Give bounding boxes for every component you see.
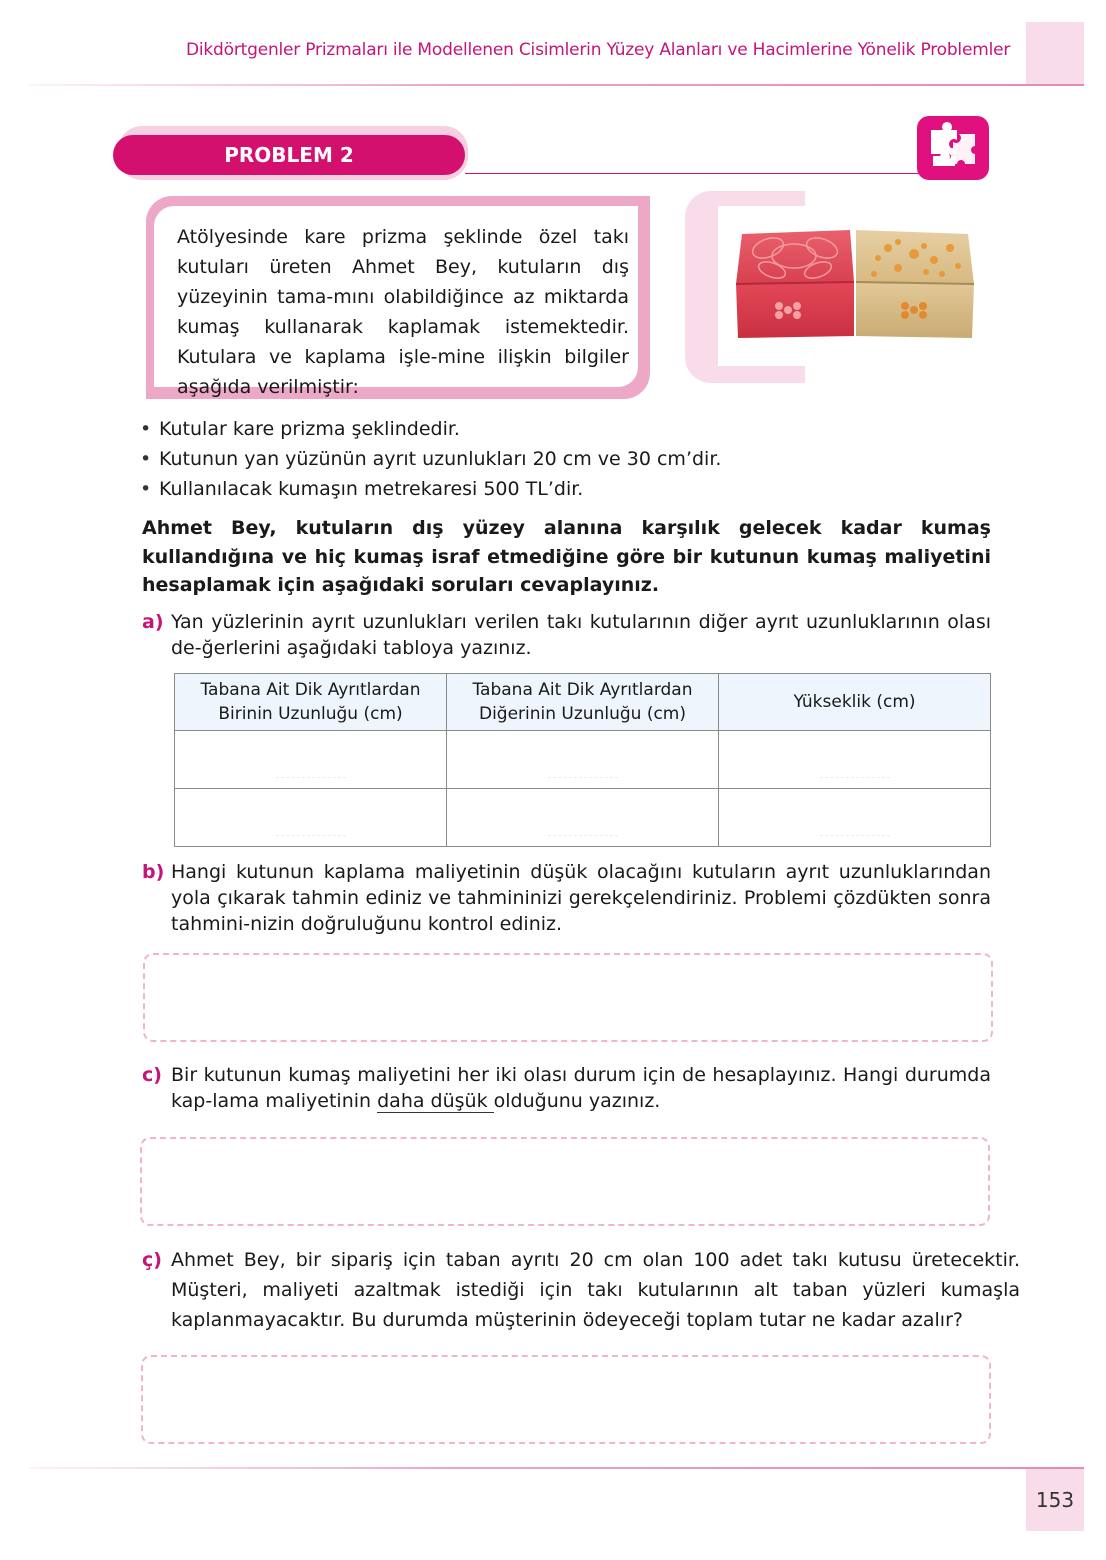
answer-line [276,777,346,778]
question-c-text [171,1062,991,1114]
header-line: Diğerinin Uzunluğu (cm) [478,704,686,724]
header-line: Tabana Ait Dik Ayrıtlardan [200,680,421,700]
question-a-label: a) [142,611,164,633]
question-cc-label: ç) [142,1249,162,1271]
table-header-row [175,674,991,731]
header-line: Tabana Ait Dik Ayrıtlardan [472,680,693,700]
instruction-text: Ahmet Bey, kutuların dış yüzey alanına karşılık gelecek kadar kumaş kullandığına ve hiç kumaş israf etmediğine göre bir kutunun kumaş maliyetini hesaplamak için aşağıdaki soruları cevaplayınız. [142,517,991,596]
table-cell-input[interactable] [175,789,447,847]
table-row [175,789,991,847]
answer-line [820,835,890,836]
table-header-cell [447,674,719,731]
question-a-text: Yan yüzlerinin ayrıt uzunlukları verilen takı kutularının diğer ayrıt uzunluklarının olası de-ğerlerini aşağıdaki tabloya yazınız. [171,611,991,659]
header-line: Yükseklik (cm) [793,692,916,712]
table-cell-input[interactable] [447,789,719,847]
answer-box-c[interactable] [140,1137,990,1226]
table-header-cell [175,674,447,731]
list-item: • Kullanılacak kumaşın metrekaresi 500 TL’dir. [140,474,1040,504]
intro-text: Atölyesinde kare prizma şeklinde özel takı kutuları üreten Ahmet Bey, kutuların dış yüzeyinin tama-mını olabildiğince az miktarda kumaş kullanarak kaplamak istemektedir. Kutulara ve kaplama işle-mine ilişkin bilgiler aşağıda verilmiştir: [177,226,629,398]
header-title: Dikdörtgenler Prizmaları ile Modellenen Cisimlerin Yüzey Alanları ve Hacimlerine Yönelik Problemler [186,40,1011,60]
jewelry-boxes-photo [728,218,978,348]
table-row [175,731,991,789]
answer-box-b[interactable] [143,953,993,1042]
problem-banner-line [465,173,935,174]
answer-line [276,835,346,836]
answer-line [548,777,618,778]
question-c-underlined: daha düşük [377,1090,494,1112]
table-header-cell [719,674,991,731]
table-cell-input[interactable] [447,731,719,789]
edge-length-table [174,673,991,847]
answer-box-cc[interactable] [141,1355,991,1444]
header-corner-block [1026,22,1084,84]
given-info-list [140,414,1040,504]
header-divider [28,84,1084,86]
list-item: • Kutular kare prizma şeklindedir. [140,414,1040,444]
question-b-label: b) [142,861,165,883]
list-item: • Kutunun yan yüzünün ayrıt uzunlukları 20 cm ve 30 cm’dir. [140,444,1040,474]
question-c-text-before: Bir kutunun kumaş maliyetini her iki olası durum için de hesaplayınız. Hangi durumda kap-lama maliyetinin [171,1064,991,1112]
puzzle-icon [917,116,989,180]
header-line: Birinin Uzunluğu (cm) [218,704,403,724]
question-cc-text: Ahmet Bey, bir sipariş için taban ayrıtı 20 cm olan 100 adet takı kutusu üretecektir. Müşteri, maliyeti azaltmak istediği için takı kutularının alt taban yüzleri kumaşla kaplanmayacaktır. Bu durumda müşterinin ödeyeceği toplam tutar ne kadar azalır? [171,1249,1020,1331]
question-c-text-after: olduğunu yazınız. [493,1090,661,1112]
page-number: 153 [1035,1488,1075,1512]
footer-divider [28,1467,1084,1469]
question-b-text: Hangi kutunun kaplama maliyetinin düşük olacağını kutuların ayrıt uzunluklarından yola çıkarak tahmin ediniz ve tahmininizi gerekçelendiriniz. Problemi çözdükten sonra tahmini-nizin doğruluğunu kontrol ediniz. [171,861,991,935]
table-cell-input[interactable] [719,789,991,847]
answer-line [548,835,618,836]
table-cell-input[interactable] [719,731,991,789]
table-cell-input[interactable] [175,731,447,789]
answer-line [820,777,890,778]
question-c-label: c) [142,1064,162,1086]
problem-banner: PROBLEM 2 [113,135,465,175]
